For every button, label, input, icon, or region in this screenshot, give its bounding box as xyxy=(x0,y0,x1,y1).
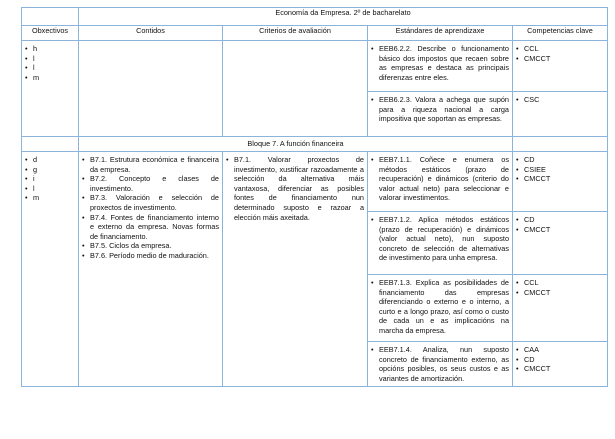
block-title-empty-cell xyxy=(513,137,608,152)
list-item: • CCL xyxy=(516,278,604,288)
col-header-criterios: Criterios de avaliación xyxy=(223,26,368,41)
list-item: • B7.5. Ciclos da empresa. xyxy=(82,241,219,251)
obxectivos-cell xyxy=(22,41,79,137)
block-title: Bloque 7. A función financeira xyxy=(79,137,513,152)
standard-text: • EEB7.1.1. Coñece e enumera os métodos estáticos (prazo de recuperación) e dinámicos (criterio do valor actual neto) para seleccionar e valorar investimentos. xyxy=(371,155,509,203)
list-item: • B7.6. Período medio de maduración. xyxy=(82,251,219,261)
standard-text: • EEB7.1.4. Analiza, nun suposto concreto de financiamento externo, as opcións posibles, os seus custos e as variantes de amortización. xyxy=(371,345,509,383)
table-title: Economía da Empresa. 2º de bacharelato xyxy=(79,8,608,26)
list-item: • B7.2. Concepto e clases de investimento. xyxy=(82,174,219,193)
standard-cell xyxy=(368,41,513,92)
list-item: • CMCCT xyxy=(516,225,604,235)
obxectivos-cell xyxy=(22,152,79,387)
block-title-empty-cell xyxy=(22,137,79,152)
standard-cell xyxy=(368,92,513,137)
standard-text: • EEB7.1.3. Explica as posibilidades de financiamento das empresas diferenciando o externo e o interno, a curto e a longo prazo, así como o custo de cada un e as implicacións na marcha da empresa. xyxy=(371,278,509,336)
list-item: • CD xyxy=(516,355,604,365)
list-item: • CAA xyxy=(516,345,604,355)
competencias-cell xyxy=(513,275,608,342)
col-header-contidos: Contidos xyxy=(79,26,223,41)
list-item: • h xyxy=(25,44,75,54)
criterios-cell xyxy=(223,152,368,387)
list-item: • m xyxy=(25,193,75,203)
list-item: • CMCCT xyxy=(516,54,604,64)
list-item: • CMCCT xyxy=(516,364,604,374)
competencias-cell xyxy=(513,92,608,137)
list-item: • l xyxy=(25,184,75,194)
competencias-cell xyxy=(513,342,608,387)
contidos-cell xyxy=(79,152,223,387)
curriculum-table xyxy=(21,7,608,387)
list-item: • l xyxy=(25,63,75,73)
contidos-cell xyxy=(79,41,223,137)
col-header-estandares: Estándares de aprendizaxe xyxy=(368,26,513,41)
list-item: • CSC xyxy=(516,95,604,105)
list-item: • d xyxy=(25,155,75,165)
list-item: • CD xyxy=(516,155,604,165)
standard-cell xyxy=(368,275,513,342)
competencias-cell xyxy=(513,41,608,92)
list-item: • B7.3. Valoración e selección de proxectos de investimento. xyxy=(82,193,219,212)
list-item: • CMCCT xyxy=(516,288,604,298)
list-item: • l xyxy=(25,54,75,64)
list-item: • i xyxy=(25,174,75,184)
criterios-cell xyxy=(223,41,368,137)
standard-cell xyxy=(368,342,513,387)
standard-text: • EEB7.1.2. Aplica métodos estáticos (prazo de recuperación) e dinámicos (valor actual neto), nun suposto concreto de selección de alternativas de investimento para unha empresa. xyxy=(371,215,509,263)
list-item: • CD xyxy=(516,215,604,225)
col-header-obxectivos: Obxectivos xyxy=(22,26,79,41)
col-header-competencias: Competencias clave xyxy=(513,26,608,41)
list-item: • CSIEE xyxy=(516,165,604,175)
table-row xyxy=(22,152,608,212)
list-item: • B7.4. Fontes de financiamento interno e externo da empresa. Novas formas de financiamento. xyxy=(82,213,219,242)
header-empty-cell xyxy=(22,8,79,26)
list-item: • B7.1. Estrutura económica e financeira da empresa. xyxy=(82,155,219,174)
standard-cell xyxy=(368,152,513,212)
standard-text: • EEB6.2.3. Valora a achega que supón para a riqueza nacional a carga impositiva que soportan as empresas. xyxy=(371,95,509,124)
list-item: • g xyxy=(25,165,75,175)
competencias-cell xyxy=(513,152,608,212)
list-item: • CCL xyxy=(516,44,604,54)
standard-text: • EEB6.2.2. Describe o funcionamento básico dos impostos que recaen sobre as empresas e destaca as principais diferenzas entre eles. xyxy=(371,44,509,82)
competencias-cell xyxy=(513,212,608,275)
standard-cell xyxy=(368,212,513,275)
table-row xyxy=(22,41,608,92)
list-item: • m xyxy=(25,73,75,83)
list-item: • B7.1. Valorar proxectos de investimento, xustificar razoadamente a selección da alternativa máis vantaxosa, diferenciar as posibles fontes de financiamento nun determinado suposto e razoar a elección máis axeitada. xyxy=(226,155,364,222)
list-item: • CMCCT xyxy=(516,174,604,184)
